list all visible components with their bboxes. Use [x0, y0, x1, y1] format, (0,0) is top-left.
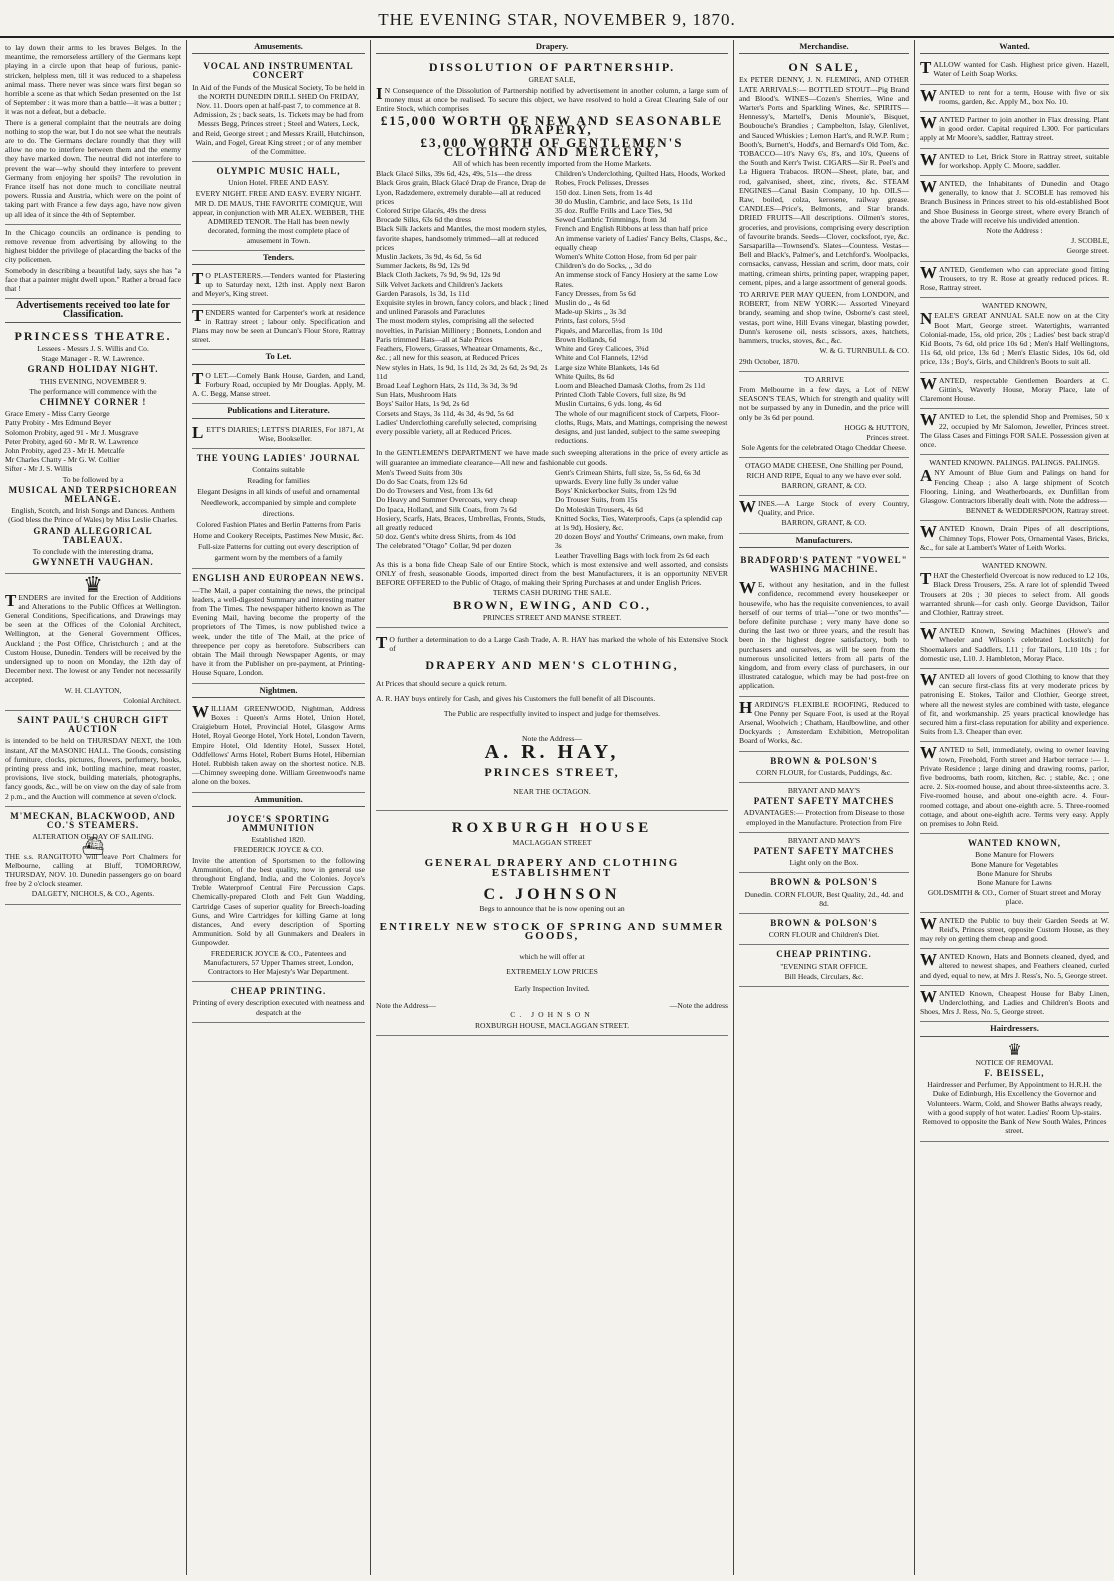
ad-text: Invite the attention of Sportsmen to the following Ammunition, of the best quality, now in general use throughout England, India, and the Colonies. Joyce's Treble Waterproof Central Fire Percussion Caps. Chemically-prepared Cloth and Felt Gun Wadding, Cartridge Cases of superior quality for Breech-loading Guns, and Wire Cartridges for killing Game at long distances, And every description of Sporting Ammunition. Sold by all Gunmakers and Dealers in Gunpowder. [192, 855, 365, 948]
ad-text: THE s.s. RANGITOTO will leave Port Chalmers for Melbourne, calling at Bluff, TOMORROW, THURSDAY, NOV. 10. Dunedin passengers go on board free by 2 o'clock steamer. [5, 851, 181, 889]
firm-name: BROWN, EWING, AND CO., [453, 597, 651, 612]
ad-text: Reading for families Elegant Designs in all kinds of useful and ornamental Needlework, accompanied by simple and complete directions. Colored Fashion Plates and Berlin Patterns from Paris Home and Cookery Receipts, Pastimes New Music, &c. Full-size Patterns for cutting out every description of garment worn by the members of a family [193, 476, 364, 563]
ad-text: In Aid of the Funds of the Musical Society, To be held in the NORTH DUNEDIN DRILL SHED On FRIDAY, Nov. 11. Doors open at half-past 7, to commence at 8. Admission, 2s ; back seats, 1s. Tickets may be had from Messrs Begg, Princes street ; Steel and Waters, Leck, and Reid, George street ; and Messrs Kraill, Hutchinson, Wain, and Fogel, Great King street ; or of any member of the Committee. [192, 82, 365, 157]
ad-line: BRYANT AND MAY'S [787, 786, 861, 796]
ad-line: 29th October, 1870. [739, 356, 800, 366]
ad-text: TALLOW wanted for Cash. Highest price given. Hazell, Water of Leith Soap Works. [920, 58, 1109, 79]
ad-text: —The Mail, a paper containing the news, the principal leaders, a well-digested Summary and interesting matter from The Times. The newspaper hitherto known as The Evening Mail, having become the property of the proprietors of The Times, is now published twice a week, under the title of The Mail, at the price of threepence per copy as heretofore. Subscribers can obtain The Mail through Newspaper Agents, or may have it from the Publisher on pre-payment, at Printing-House Square, London. [192, 585, 365, 678]
ad-text: WANTED, the Inhabitants of Dunedin and Otago generally, to know that J. SCOBLE has removed his Branch Business in Princes street to his old-established Boot and Shoe Business in George street, where every Branch of the above Trade will receive his undivided attention. [920, 177, 1109, 225]
ad-title: PATENT SAFETY MATCHES [753, 846, 895, 857]
ad-title: BRADFORD'S PATENT "VOWEL" WASHING MACHINE. [740, 554, 908, 574]
ad-line: MUSICAL AND TERPSICHOREAN MELANGE. [8, 484, 178, 504]
ad-title: ON SALE, [788, 60, 860, 75]
ad-line: PRINCES STREET, [484, 764, 620, 779]
ad-text: At Prices that should secure a quick return. [376, 678, 507, 688]
ad-text: CORN FLOUR, for Custards, Puddings, &c. [755, 767, 893, 777]
polson-ad-1 [739, 752, 909, 783]
price-list-left: Black Glacé Silks, 39s 6d, 42s, 49s, 51s—the dress Black Gros grain, Black Glacé Drap de France, Drap de Lyon, Radzdemere, extremely durable—all at reduced prices Colored Stripe Glacés, 49s the dress Brocade Silks, 63s 6d the dress Black Silk Jackets and Mantles, the most modern styles, favorite shapes, handsomely trimmed—all at reduced prices Muslin Jackets, 3s 9d, 4s 6d, 5s 6d Summer Jackets, 8s 9d, 12s 9d Black Cloth Jackets, 7s 9d, 9s 9d, 12s 9d Silk Velvet Jackets and Children's Jackets Garden Parasols, 1s 3d, 1s 11d Exquisite styles in brown, fancy colors, and black ; lined and unlined Parasols and Paraclutes The most modern styles, comprising all the selected novelties, in Parisian Millinery ; Bonnets, London and Paris trimmed Hats—all at Sale Prices Feathers, Flowers, Grasses, Wheatear Ornaments, &c., &c. ; all new for this season, at Reduced Prices New styles in Hats, 1s 9d, 1s 11d, 2s 3d, 2s 6d, 2s 9d, 2s 11d Broad Leaf Leghorn Hats, 2s 11d, 3s 3d, 3s 9d Sun Hats, Mushroom Hats Boys' Sailor Hats, 1s 9d, 2s 6d Corsets and Stays, 3s 11d, 4s 3d, 4s 9d, 5s 6d Ladies' Underclothing carefully selected, comprising every possible variety, all at Reduced Prices. [376, 169, 549, 436]
ad-line: Union Hotel. FREE AND EASY. [228, 178, 329, 188]
ad-line: TERMS CASH DURING THE SALE. [492, 588, 612, 598]
ad-line: To conclude with the interesting drama, [32, 546, 154, 556]
ad-text: WANTED to Let, Brick Store in Rattray street, suitable for workshop. Apply C. Moore, saddler. [920, 149, 1109, 170]
ad-line: Bill Heads, Circulars, &c. [784, 971, 864, 981]
section-heading: Merchandise. [739, 42, 909, 54]
ad-line: C. JOHNSON [510, 1010, 594, 1020]
news-ad [192, 569, 365, 683]
ad-line: BARRON, GRANT, & CO. [781, 518, 867, 528]
section-heading: Hairdressers. [920, 1024, 1109, 1036]
ad-text: WILLIAM GREENWOOD, Nightman, Address Boxes : Queen's Arms Hotel, Union Hotel, Craigieburn Hotel, Provincial Hotel, Glasgow Arms Hotel, Royal George Hotel, York Hotel, London Tavern, Empire Hotel, Old Identity Hotel, Sussex Hotel, Oddfellows' Arms Hotel, Robert Burns Hotel, Hibernian Hotel. Rubbish taken away on the shortest notice. N.B.—Chimney sweeping done. William Greenwood's name alone on the boxes. [192, 701, 365, 787]
ad-title: WANTED KNOWN, [967, 838, 1061, 849]
ad-line: Princes street. [866, 432, 909, 442]
joyce-ad [192, 810, 365, 982]
ad-line: Colonial Architect. [123, 695, 181, 705]
beissel-ad [920, 1040, 1109, 1142]
ad-title: ENGLISH AND EUROPEAN NEWS. [192, 573, 365, 584]
turnbull-ad [739, 57, 909, 372]
column-5 [915, 40, 1114, 1575]
ad-text: Ex PETER DENNY, J. N. FLEMING, AND OTHER LATE ARRIVALS:— BOTTLED STOUT—Pig Brand and Blood's. WINES—Cozen's Sherries, Wine and Warter's Ports and Sparkling Wines, &c. SPIRITS—Hennessy's, Martell's, Denis Mounie's, Bisquet, Boubouche's Brandies ; Campbelton, Islay, Glenlivet, and Sauced Whiskies ; Lemon Hart's, and R.W.P. Rum ; Booth's, Burnett's, Hodd's, and Bernard's Old Tom, &c. TOBACCO—10's Navy 6's, 8's, and 10's, Queens of the South and Kerr's Twist. CIGARS—Sir R. Peel's and La Higuera Trabacos. IRON—Sheet, plate, bar, and rod, galvanised, sheet, zinc, rivets, &c. STEAM ENGINES—Canal Basin Company, 10 hp. OILS—Raw, boiled, colza, kerosene, railway grease. CANDLES—Price's, Belmonts, and Star brands. DRIED FRUITS—All descriptions. Oilmen's stores, groceries, and provisions, comprising every description of favourite brands. Seeds—Clover, cocksfoot, rye, &c. Sarsaparilla—Townsend's. Slates—Countess. Vestas—Bell and Black's, Palmer's, and Letchford's. Woolpacks, cornsacks, canvass, Hessian and scrim, door mats, coir matting, crimean shirts, printing paper, wrapping paper, cement, pipes, and a large assortment of general goods. [739, 75, 909, 287]
ad-line: GRAND ALLEGORICAL TABLEAUX. [33, 525, 153, 545]
auction-ad [5, 711, 181, 807]
cheese-ad [739, 458, 909, 496]
column-2 [187, 40, 370, 1575]
ad-title: PRINCESS THEATRE. [14, 328, 172, 343]
ad-text: MR D. DE MAUS, THE FAVORITE COMIQUE, Will appear, in conjunction with MR ALEX. WEBBER, THE ADMIRED TENOR. The Hall has been newly decorated, forming the most complete place of amusement in Town. [192, 198, 365, 245]
ad-text: A. R. HAY buys entirely for Cash, and gives his Customers the full benefit of all Discounts. [376, 693, 656, 703]
ad-title: THE YOUNG LADIES' JOURNAL [196, 452, 361, 463]
ad-line: NOTICE OF REMOVAL [975, 1057, 1054, 1067]
section-heading: Nightmen. [192, 686, 365, 698]
ad-text: TENDERS are invited for the Erection of Additions and Alterations to the Public Offices at Wellington. General Conditions, Specifications, and Drawings may be seen at the Offices of the Colonial Architect, Wellington, at the General Government Offices, Auckland ; the Post Office, Christchurch ; and at the Custom House, Dunedin. Tenders will be received by the undersigned up to noon on Monday, the 12th day of December next. The lowest or any Tender not necessarily accepted. [5, 590, 181, 685]
royal-crest-icon: ♛ [83, 572, 103, 598]
matches-ad-1 [739, 783, 909, 833]
ad-line: PRINCES STREET AND MANSE STREET. [482, 612, 622, 622]
ad-line: Stage Manager - R. W. Lawrence. [41, 354, 145, 364]
section-heading: Wanted. [920, 42, 1109, 54]
ad-line: EVERY NIGHT. FREE AND EASY. EVERY NIGHT. [195, 188, 362, 198]
gents-list-left: Men's Tweed Suits from 30s Do do Sac Coats, from 12s 6d Do do Trowsers and Vest, from 13s 6d Do Heavy and Summer Overcoats, very cheap Do Ipaca, Holland, and Silk Coats, from 7s 6d Hosiery, Scarfs, Hats, Braces, Umbrellas, Fronts, Studs, all greatly reduced 50 doz. Gent's white dress Shirts, from 4s 10d The celebrated "Otago" Collar, 9d per dozen [376, 467, 546, 551]
ad-text: LETT'S DIARIES; LETTS'S DIARIES, For 1871, At Wise, Bookseller. [192, 422, 365, 443]
ad-text: THAT the Chesterfield Overcoat is now reduced to L2 10s, Black Dress Trousers, 25s. A rare lot of splendid Tweed Trousers at 20s ; 30 pieces to select from. All goods warranted shrunk—for cash only. George Davidson, Tailor and Clothier, Rattray street. [920, 569, 1109, 617]
firm-name: A. R. HAY, [484, 741, 620, 764]
ad-line: BRYANT AND MAY'S [787, 835, 861, 845]
ad-text: WE, without any hesitation, and in the fullest confidence, recommend every housekeeper or housewife, who has the requisite conveniences, to avail herself of our terms of trial—"one or two months"—before definite purchase ; very many have done so during the last two or three years, and the result has been in the highest degree satisfactory, both to purchasers and ourselves, as will be seen from the numerous unsolicited letters from all parts of the kingdom, and from every class of purchasers, in our illustrated catalogue, which may be had post-free on application. [739, 578, 909, 691]
ad-title: BROWN & POLSON'S [770, 877, 878, 888]
column-3 [371, 40, 733, 1575]
firm-name: C. JOHNSON [483, 885, 621, 903]
ad-line: All of which has been recently imported from the Home Markets. [452, 159, 652, 169]
olympic-ad [192, 162, 365, 251]
ad-text: From Melbourne in a few days, a Lot of NEW SEASON'S TEAS, Which for strength and quality will not be surpassed by any in Dunedin, and the price will only be 3s 6d per pound. [739, 384, 909, 422]
ad-text: Printing of every description executed with neatness and despatch at the [192, 998, 365, 1017]
ad-title: DISSOLUTION OF PARTNERSHIP. [428, 60, 676, 75]
ad-line: NEAR THE OCTAGON. [513, 786, 591, 796]
ad-line: Lessees - Messrs J. S. Willis and Co. [37, 343, 149, 353]
ad-text: WANTED Known, Sewing Machines (Howe's and Wheeler and Wilson's celebrated Lockstitch) for Shoemakers and Saddlers, L11 ; for Tailors, L10 10s ; for domestic use, L10. J. Hambleton, Moray Place. [920, 624, 1109, 663]
ad-line: BARRON, GRANT, & CO. [781, 480, 867, 490]
ad-line: TO ARRIVE [804, 374, 844, 384]
section-heading: Amusements. [192, 42, 365, 54]
section-heading: Advertisements received too late for Classification. [5, 301, 181, 322]
ad-line: GRAND HOLIDAY NIGHT. [27, 364, 159, 375]
ad-text: Bone Manure for Flowers Bone Manure for Vegetables Bone Manure for Shrubs Bone Manure for Lawns [971, 850, 1058, 888]
ad-text: TENDERS wanted for Carpenter's work at residence in Rattray street ; labour only. Specification and Plans may now be seen at Duncan's Flour Store, Rattray street. [192, 305, 365, 345]
ad-line: J. SCOBLE, [1071, 236, 1109, 246]
ad-line: GREAT SALE, [528, 75, 576, 85]
ad-line: MACLAGGAN STREET [512, 838, 592, 848]
ad-line: WANTED KNOWN. PALINGS. PALINGS. PALINGS. [929, 458, 1100, 468]
ad-text: WANTED, Gentlemen who can appreciate good fitting Trousers, to try R. Rose at greatly reduced prices. R. Rose, Rattray street. [920, 262, 1109, 293]
ad-title: CHEAP PRINTING. [230, 986, 327, 997]
ad-text: WINES.—A Large Stock of every Country, Quality, and Price. [739, 496, 909, 518]
ad-text: As this is a bona fide Cheap Sale of our Entire Stock, which is most extensive and well assorted, and consists ONLY of fresh, seasonable Goods, imported direct from the best Manufacturers, it is an opportunity NEVER BEFORE OFFERED to the Public of Otago, of making their Spring Purchases at and under English Prices. [376, 559, 728, 588]
ad-title: PATENT SAFETY MATCHES [753, 796, 895, 807]
ad-text: OTAGO MADE CHEESE, One Shilling per Pound, RICH AND RIPE, Equal to any we have ever sold. [744, 461, 903, 480]
wines-ad [739, 496, 909, 534]
ad-text: The Public are respectfully invited to inspect and judge for themselves. [443, 709, 661, 718]
article-text: to lay down their arms to les braves Belges. In the meantime, the remorseless artillery of the Germans kept playing in a circle upon that heap of furious, panic-stricken, helpless men, till it was reduced to a shapeless animal mass. There never was since wars first began so horrible a scene as that which Sedan presented on the 1st of September : it was more than a battle—it was a butter ; it was not a defeat, but a debacle. [5, 43, 181, 117]
ad-headline: £15,000 WORTH OF NEW AND SEASONABLE DRAPERY, [380, 113, 724, 138]
theatre-ad [5, 326, 181, 575]
ad-text: NEALE'S GREAT ANNUAL SALE now on at the City Boot Mart, George street. Watertights, warranted Colonial-made, 15s, old price, 20s ; Ladies' best back strap'd Kid Boots, 7s 6d, old price 10s 6d ; Men's Half Wellingtons, 11s 6d, old price, 13s 6d ; Men's Elastic Sides, 10s 6d, old price, 13s ; Boy's, Girls, and Children's Boots to suit all. [920, 309, 1109, 367]
tender-ad [5, 574, 181, 711]
ad-line: BENNET & WEDDERSPOON, Rattray street. [965, 506, 1109, 516]
ad-line: HOGG & HUTTON, [844, 422, 909, 432]
steamer-ad [5, 807, 181, 905]
ad-headline: ENTIRELY NEW STOCK OF SPRING AND SUMMER GOODS, [379, 921, 725, 943]
ad-line: FREDERICK JOYCE & CO. [233, 845, 324, 855]
ad-title: JOYCE'S SPORTING AMMUNITION [227, 813, 330, 833]
ad-line: To be followed by a [62, 474, 124, 484]
ad-line: Contains suitable [252, 465, 305, 475]
gents-list-right: Gent's Crimean Shirts, full size, 5s, 5s 6d, 6s 3d upwards. Every line fully 3s under value Boys' Knickerbocker Suits, from 12s 9d Do Trouser Suits, from 15s Do Moleskin Trousers, 4s 6d Knitted Socks, Ties, Waterproofs, Caps (a splendid cap at 1s 9d), Hosiery, &c. 20 dozen Boys' and Youths' Crimeans, own make, from 3s Leather Travelling Bags with lock from 2s 6d each [555, 467, 724, 560]
article-text: Somebody in describing a beautiful lady, says she has "a face that a painter might dwell upon." Rather a broad face that ! [5, 265, 181, 294]
ad-text: is intended to be held on THURSDAY NEXT, the 10th instant, AT the MASONIC HALL. The Goods, consisting of furniture, clocks, pictures, flowers, perfumery, books, printing press and ink, bottling machine, meat roaster, provisions, live stock, building materials, photographs, fancy goods, &c., will be on view on the day of sale from 2 p.m., and the Auction will commence at seven o'clock. [5, 736, 181, 801]
firm-name: ROXBURGH HOUSE [451, 820, 653, 837]
ad-line: CHIMNEY CORNER ! [39, 396, 147, 407]
ad-text: WANTED Known, Drain Pipes of all descriptions, Chimney Tops, Flower Pots, Ornamental Vases, Bricks, &c., for sale at Lambert's Water of Leith Works. [920, 522, 1109, 552]
ad-text: WANTED all lovers of good Clothing to know that they can secure first-class fits at very moderate prices by patronising E. Stokes, Tailor and Clothier, George street, where all the newest styles are combined with taste, elegance of fit, and workmanship. 25 years practical knowledge has secured him a first-class reputation for ability and experience. Suits from L3. Cheaper than ever. [920, 669, 1109, 737]
ad-text: In the GENTLEMEN'S DEPARTMENT we have made such sweeping alterations in the price of every article as will guarantee an immediate clearance—All new and fashionable cut goods. [376, 448, 728, 467]
ad-title: M'MECKAN, BLACKWOOD, AND CO.'S STEAMERS. [10, 810, 176, 831]
ad-text: CORN FLOUR and Children's Diet. [768, 930, 880, 940]
ad-title: SAINT PAUL'S CHURCH GIFT AUCTION [17, 715, 169, 735]
masthead: THE EVENING STAR, NOVEMBER 9, 1870. [0, 0, 1114, 38]
ad-text: TO further a determination to do a Large Cash Trade, A. R. HAY has marked the whole of his Extensive Stock of [376, 632, 728, 654]
column-1 [0, 40, 186, 1575]
steamship-icon: ⛴ [81, 836, 105, 857]
roxburgh-ad [376, 811, 728, 1036]
ad-headline: £3,000 WORTH OF GENTLEMEN'S CLOTHING AND MERCERY, [420, 134, 684, 159]
ad-title: F. BEISSEL, [984, 1068, 1045, 1079]
ad-line: English, Scotch, and Irish Songs and Dances. Anthem (God bless the Prince of Wales) by Miss Leslie Charles. [8, 506, 178, 525]
ad-text: IN Consequence of the Dissolution of Partnership notified by advertisement in another column, a large sum of money must at once be realised. To secure this object, we have resolved to hold a Great Clearing Sale of our Entire Stock, which comprises [376, 83, 728, 114]
ad-text: WANTED to Let, the splendid Shop and Premises, 50 x 22, occupied by Mr Salomon, Jeweller, Princes street. The Glass Cases and Fittings FOR SALE. Possession given at once. [920, 410, 1109, 449]
journal-ad [192, 449, 365, 569]
printing-ad [739, 945, 909, 987]
ad-line: Note the Address : [986, 226, 1043, 236]
cast-list: Grace Emery - Miss Carry George Patty Probity - Mrs Edmund Beyer Solomon Probity, aged 91 - Mr J. Musgrave Peter Probity, aged 60 - Mr R. W. Lawrence John Probity, aged 23 - Mr H. Metcalfe Mr Charles Chatty - Mr G. W. Collier Sifter - Mr J. S. Willis [5, 409, 139, 474]
ad-text: FREDERICK JOYCE & CO., Patentees and Manufacturers, 57 Upper Thames street, London, Contractors to Her Majesty's War Department. [203, 948, 354, 977]
section-heading: Ammunition. [192, 795, 365, 807]
ad-line: GOLDSMITH & CO., Corner of Stuart street and Moray place. [927, 888, 1102, 907]
article-text: In the Chicago councils an ordinance is pending to remove revenue from advertising by allowing to the highest bidder the privilege of placarding the backs of the city policemen. [5, 227, 181, 265]
ad-line: WANTED KNOWN, [982, 301, 1047, 311]
section-heading: Manufacturers. [739, 536, 909, 548]
printing-ad [192, 982, 365, 1023]
royal-crest-icon: ♛ [1007, 1041, 1022, 1059]
section-heading: To Let. [192, 352, 365, 364]
ad-text: WANTED Known, Cheapest House for Baby Linen, Underclothing, and Ladies and Children's Boots and Shoes, Mrs J. Ress, No. 5, George street. [920, 986, 1109, 1017]
ad-line: Sole Agents for the celebrated Otago Cheddar Cheese. [741, 443, 907, 453]
ad-line: W. H. CLAYTON, [64, 685, 122, 695]
ad-line: WANTED KNOWN. [982, 560, 1047, 570]
ad-text: WANTED the Public to buy their Garden Seeds at W. Reid's, Princes street, opposite Custom House, as they may rely on getting them cheap and good. [920, 913, 1109, 944]
ad-text: Light only on the Box. [789, 858, 859, 868]
ad-title: CHEAP PRINTING. [776, 949, 872, 960]
polson-ad-2 [739, 873, 909, 914]
ad-text: Hairdresser and Perfumer, By Appointment to H.R.H. the Duke of Edinburgh, His Excellency the Governor and Volunteers. Warm, Cold, and Shower Baths always ready, with a good supply of hot water. Ladies' Room Up-stairs. Removed to opposite the Bank of New South Wales, Princes street. [922, 1080, 1107, 1136]
ad-text: HARDING'S FLEXIBLE ROOFING, Reduced to One Penny per Square Foot, is used at the Royal Arsenal, Woolwich ; Chatham, Haulbowline, and other Dockyards ; Amsterdam Exhibition, Metropolitan Board of Works, &c. [739, 697, 909, 746]
ad-text: WANTED Partner to join another in Flax dressing. Plant in good order. Capital required L300. For particulars apply at Mr Moore's, saddler, Rattray street. [920, 113, 1109, 143]
ad-title: OLYMPIC MUSIC HALL, [216, 166, 341, 177]
ad-text: ANY Amount of Blue Gum and Palings on hand for Fencing Cheap ; also A large shipment of Scotch Flooring, Lining, and Weatherboards, ex Dunfillan from Glasgow. Contractors liberally dealt with. Note the address— [920, 466, 1109, 505]
ad-line: ROXBURGH HOUSE, MACLAGGAN STREET. [474, 1020, 630, 1030]
ad-text: TO ARRIVE PER MAY QUEEN, from LONDON, and ROBERT, from NEW YORK:— Assorted Vineyard brandy, seaming and shop twine, Osborne's cast steel, vestas, port wine, Hill Evans vinegar, blasting powder, Dunn's kerosene oil, nests scissors, axes, hatchets, hammers, trucks, stoves, &c., &c. [739, 290, 909, 346]
ad-headline: GENERAL DRAPERY AND CLOTHING ESTABLISHMENT [424, 857, 680, 879]
ad-line: The performance will commence with the [29, 386, 157, 396]
column-4 [734, 40, 914, 1575]
ad-line: EXTREMELY LOW PRICES [506, 966, 598, 976]
ad-line: W. & G. TURNBULL & CO. [819, 346, 909, 356]
ad-headline: DRAPERY AND MEN'S CLOTHING, [425, 658, 679, 673]
price-list-right: Children's Underclothing, Quilted Hats, Hoods, Worked Robes, Frock Pelisses, Dresses 150 doz. Linen Sets, from 1s 4d 30 do Muslin, Cambric, and lace Sets, 1s 11d 35 doz. Ruffle Frills and Lace Ties, 9d Sewed Cambric Trimmings, from 3d French and English Ribbons at less than half price An immense variety of Ladies' Fancy Belts, Clasps, &c., equally cheap Women's White Cotton Hose, from 6d per pair Children's do do Socks, ,, 3d do An immense stock of Fancy Hosiery at the same Low Rates. Fancy Dresses, from 5s 6d Muslin do ,, 4s 6d Made-up Skirts ,, 3s 3d Prints, fast colors, 5½d Piqués, and Marcellas, from 1s 10d Brown Hollands, 6d White and Grey Calicoes, 3¾d White and Col Flannels, 12½d Large size White Blankets, 14s 6d White Quilts, 8s 6d Loom and Bleached Damask Cloths, from 2s 11d Printed Cloth Table Covers, full size, 8s 9d Muslin Curtains, 6 yds. long, 4s 6d The whole of our magnificent stock of Carpets, Floor-cloths, Rugs, Mats, and Mattings, comprising the newest designs, and just landed, subject to the same sweeping reductions. [555, 169, 728, 446]
ad-line: Note the Address— [376, 1001, 436, 1011]
ad-line: Early Inspection Invited. [514, 984, 590, 994]
ad-text: WANTED, respectable Gentlemen Boarders at C. Gittin's, Waverly House, Moray Place, late of Claremont House. [920, 373, 1109, 404]
ad-line: Established 1820. [251, 835, 306, 845]
ad-line: which he will offer at [519, 951, 585, 961]
hay-ad [376, 628, 728, 811]
dissolution-ad [376, 57, 728, 628]
ad-text: WANTED Known, Hats and Bonnets cleaned, dyed, and altered to newest shapes, and Feathers cleaned, curled and dyed, equal to new, at Mrs J. Ress's, No. 5, George street. [920, 950, 1109, 980]
ad-text: TO LET.—Comely Bank House, Garden, and Land, Forbury Road, occupied by Mr Douglas. Apply, M. A. C. Begg, Manse street. [192, 368, 365, 399]
vowel-ad [739, 551, 909, 697]
ad-text: WANTED to Sell, immediately, owing to owner leaving town, Freehold, Forth street and Harbor terrace :— 1. Private Residence ; large dining and drawing rooms, parlor, five bedrooms, bath room, kitchen, &c. ; stable, &c. ; one acre. 2. Six-roomed house, and about three-sixteenths acre. 3. Five-roomed house, and about one-eighth acre. 4. Four-roomed cottage, and about one-eighth acre. 5. Three-roomed cottage, and about one-eighth acre. Terms very easy. Apply on premises to John Reid. [920, 743, 1109, 829]
ad-text: ADVANTAGES:— Protection from Disease to those employed in the Manufacture. Protection from Fire [743, 808, 905, 827]
section-heading: Drapery. [376, 42, 728, 54]
ad-text: TO PLASTERERS.—Tenders wanted for Plastering up to Saturday next, 12th inst. Apply next Baron and Meyer's, King street. [192, 269, 365, 299]
ad-text: WANTED to rent for a term, House with five or six rooms, garden, &c. Apply M., box No. 10. [920, 85, 1109, 106]
ad-line: —Note the address [669, 1001, 728, 1011]
ad-line: "EVENING STAR OFFICE. [780, 961, 868, 971]
ad-title: BROWN & POLSON'S [770, 755, 878, 766]
ad-line: George street. [1066, 246, 1109, 256]
tea-ad [739, 372, 909, 459]
concert-ad [192, 57, 365, 162]
matches-ad-2 [739, 833, 909, 874]
ad-line: GWYNNETH VAUGHAN. [32, 557, 154, 568]
polson-ad-3 [739, 914, 909, 945]
ad-line: Note the Address— [522, 734, 582, 744]
section-heading: Tenders. [192, 253, 365, 265]
ad-title: VOCAL AND INSTRUMENTAL CONCERT [203, 61, 354, 81]
article-text: There is a general complaint that the neutrals are doing nothing to stop the war, but I do not see what the neutrals are to do. The Germans declare roundly that they will allow no one to interfere between them and the enemy they have marked down. The neutral did not interfere to prevent the war—why should they interfere to prevent Germany from enjoying her spoils? The revolution in France itself has not done much to conciliate neutral powers. Russia and Austria, which were on the point of taking part with France a few days ago, have now given up all idea of it since the 4th of September. [5, 117, 181, 219]
section-heading: Publications and Literature. [192, 406, 365, 418]
ad-line: DALGETY, NICHOLS, & CO., Agents. [31, 889, 155, 899]
ad-text: Dunedin. CORN FLOUR, Best Quality, 2d., 4d. and 8d. [744, 889, 904, 908]
ad-title: BROWN & POLSON'S [770, 918, 878, 929]
ad-line: THIS EVENING, NOVEMBER 9. [39, 376, 147, 386]
ad-line: ALTERATION OF DAY OF SAILING. [32, 832, 154, 842]
ad-line: Begs to announce that he is now opening out an [479, 904, 625, 914]
